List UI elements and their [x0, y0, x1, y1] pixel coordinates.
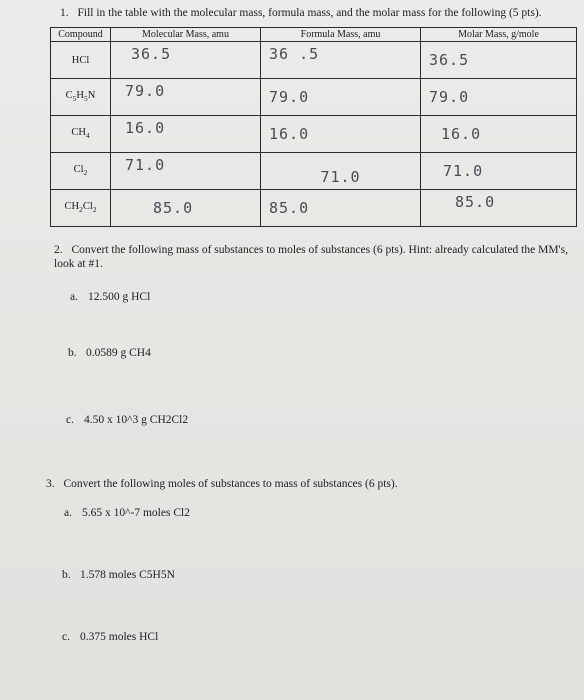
- formula-mass-cell[interactable]: 79.0: [261, 79, 421, 116]
- question-2-text: Convert the following mass of substances to moles of substances (6 pts). Hint: already calculated the MM's, look at #1.: [54, 244, 568, 270]
- table-row: [51, 116, 577, 153]
- question-3b-text: 1.578 moles C5H5N: [80, 569, 175, 581]
- question-2-number: 2.: [54, 244, 63, 256]
- question-3-number: 3.: [46, 478, 55, 490]
- question-1-number: 1.: [60, 7, 69, 19]
- molecular-mass-cell[interactable]: 16.0: [111, 116, 261, 153]
- question-3a: a. 5.65 x 10^-7 moles Cl2: [64, 507, 190, 519]
- question-3b: b. 1.578 moles C5H5N: [62, 569, 175, 581]
- formula-mass-cell[interactable]: 16.0: [261, 116, 421, 153]
- question-2b-text: 0.0589 g CH4: [86, 347, 151, 359]
- header-molecular-mass: Molecular Mass, amu: [111, 28, 261, 42]
- table-row: [51, 79, 577, 116]
- question-2a: a. 12.500 g HCl: [70, 291, 151, 303]
- compound-cell: $CH_4$: [51, 116, 111, 153]
- question-2b: b. 0.0589 g CH4: [68, 347, 151, 359]
- question-1: [60, 6, 542, 20]
- formula-mass-cell[interactable]: 85.0: [261, 190, 421, 227]
- molar-mass-cell[interactable]: 85.0: [421, 190, 577, 227]
- table-row: [51, 190, 577, 227]
- molecular-mass-cell[interactable]: 71.0: [111, 153, 261, 190]
- header-molar-mass: Molar Mass, g/mole: [421, 28, 577, 42]
- compound-cell: $C_5H_5N$: [51, 79, 111, 116]
- molar-mass-cell[interactable]: 36.5: [421, 42, 577, 79]
- molecular-mass-cell[interactable]: 85.0: [111, 190, 261, 227]
- question-2: [54, 243, 574, 271]
- question-2c: c. 4.50 x 10^3 g CH2Cl2: [66, 414, 189, 426]
- table-row: [51, 42, 577, 79]
- compound-cell: $CH_2Cl_2$: [51, 190, 111, 227]
- compound-cell: $Cl_2$: [51, 153, 111, 190]
- question-2c-text: 4.50 x 10^3 g CH2Cl2: [84, 414, 189, 426]
- molecular-mass-cell[interactable]: 79.0: [111, 79, 261, 116]
- question-3: [46, 477, 566, 491]
- molar-mass-cell[interactable]: 71.0: [421, 153, 577, 190]
- question-3a-text: 5.65 x 10^-7 moles Cl2: [82, 507, 190, 519]
- question-1-text: Fill in the table with the molecular mass, formula mass, and the molar mass for the following (5 pts).: [77, 7, 542, 19]
- table-row: [51, 153, 577, 190]
- question-3c: c. 0.375 moles HCl: [62, 631, 159, 643]
- question-3-text: Convert the following moles of substances to mass of substances (6 pts).: [63, 478, 398, 490]
- mass-table: [50, 27, 577, 227]
- header-formula-mass: Formula Mass, amu: [261, 28, 421, 42]
- table-header-row: [51, 28, 577, 42]
- question-2a-text: 12.500 g HCl: [88, 291, 151, 303]
- molar-mass-cell[interactable]: 79.0: [421, 79, 577, 116]
- question-3c-text: 0.375 moles HCl: [80, 631, 159, 643]
- compound-cell: HCl: [51, 42, 111, 79]
- formula-mass-cell[interactable]: 36 .5: [261, 42, 421, 79]
- molar-mass-cell[interactable]: 16.0: [421, 116, 577, 153]
- molecular-mass-cell[interactable]: 36.5: [111, 42, 261, 79]
- formula-mass-cell[interactable]: 71.0: [261, 153, 421, 190]
- header-compound: Compound: [51, 28, 111, 42]
